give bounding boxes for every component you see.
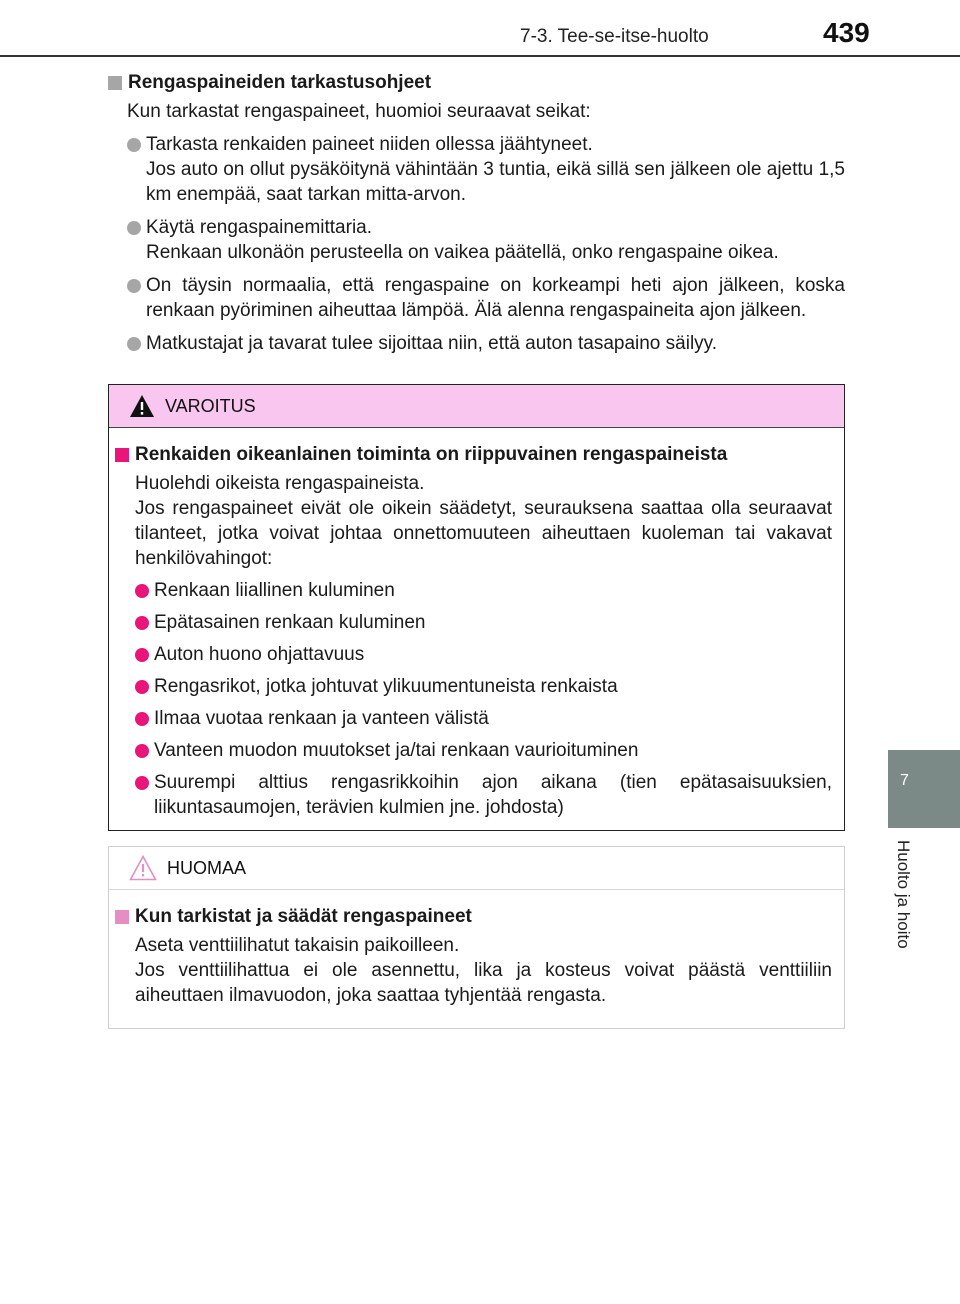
- list-item-text: Vanteen muodon muutokset ja/tai renkaan vaurioituminen: [154, 740, 639, 761]
- warning-body: [109, 428, 844, 820]
- notice-intro: [135, 933, 832, 1008]
- bullet-line: Tarkasta renkaiden paineet niiden ollessa jäähtyneet.: [146, 134, 593, 155]
- list-item: [135, 610, 832, 635]
- notice-box: [108, 846, 845, 1029]
- bullet-dot-icon: [127, 337, 141, 351]
- heading-text: Rengaspaineiden tarkastusohjeet: [128, 72, 432, 93]
- heading-square-icon: [115, 910, 129, 924]
- bullet-dot-icon: [127, 279, 141, 293]
- bullet-dot-icon: [135, 744, 149, 758]
- notice-header: [109, 847, 844, 890]
- chapter-number: 7: [900, 772, 909, 789]
- chapter-label: Huolto ja hoito: [894, 840, 913, 949]
- warning-intro: [135, 471, 832, 571]
- notice-body: [109, 890, 844, 1008]
- notice-intro-line: Jos venttiilihattua ei ole asennettu, lika ja kosteus voivat päästä venttiiliin aiheuttaen ilmavuodon, joka saattaa tyhjentää rengasta.: [135, 960, 832, 1006]
- list-item-text: Ilmaa vuotaa renkaan ja vanteen välistä: [154, 708, 489, 729]
- section-title: 7-3. Tee-se-itse-huolto: [520, 26, 709, 47]
- warning-intro-line: Jos rengaspaineet eivät ole oikein säädetyt, seurauksena saattaa olla seuraavat tilanteet, jotka voivat johtaa onnettomuuteen aiheuttaen kuoleman tai vakavat henkilövahingot:: [135, 498, 832, 569]
- notice-intro-line: Aseta venttiilihatut takaisin paikoilleen.: [135, 935, 460, 956]
- list-item-text: Auton huono ohjattavuus: [154, 644, 365, 665]
- notice-triangle-icon: [129, 855, 157, 881]
- heading-square-icon: [108, 76, 122, 90]
- list-item-text: Rengasrikot, jotka johtuvat ylikuumentuneista renkaista: [154, 676, 618, 697]
- bullet-dot-icon: [135, 712, 149, 726]
- bullet-line: Jos auto on ollut pysäköitynä vähintään 3 tuntia, eikä sillä sen jälkeen ole ajettu 1,5 km enempää, saat tarkan mitta-arvon.: [146, 159, 845, 205]
- bullet-dot-icon: [135, 648, 149, 662]
- list-item: [135, 706, 832, 731]
- list-item: [127, 273, 845, 323]
- list-item-text: Renkaan liiallinen kuluminen: [154, 580, 395, 601]
- warning-label: VAROITUS: [165, 395, 256, 416]
- bullet-dot-icon: [135, 776, 149, 790]
- list-item: [127, 132, 845, 207]
- main-content: [108, 70, 845, 356]
- header-rule: [0, 55, 960, 57]
- heading-square-icon: [115, 448, 129, 462]
- list-item-text: Suurempi alttius rengasrikkoihin ajon aikana (tien epätasaisuuksien, liikuntasaumojen, terävien kulmien jne. johdosta): [154, 772, 832, 818]
- list-item: [127, 331, 845, 356]
- intro-text: Kun tarkastat rengaspaineet, huomioi seuraavat seikat:: [127, 101, 591, 122]
- chapter-tab: [888, 750, 960, 828]
- bullet-dot-icon: [135, 680, 149, 694]
- notice-heading: [115, 904, 832, 929]
- list-item: [135, 578, 832, 603]
- warning-triangle-icon: [129, 394, 155, 418]
- warning-intro-line: Huolehdi oikeista rengaspaineista.: [135, 473, 425, 494]
- section-heading: [108, 70, 845, 95]
- notice-heading-text: Kun tarkistat ja säädät rengaspaineet: [135, 906, 472, 927]
- notice-label: HUOMAA: [167, 857, 247, 878]
- page-number: 439: [823, 17, 870, 48]
- bullet-line: Käytä rengaspainemittaria.: [146, 217, 373, 238]
- list-item: [135, 738, 832, 763]
- list-item: [135, 770, 832, 820]
- list-item: [135, 642, 832, 667]
- bullet-dot-icon: [127, 138, 141, 152]
- bullet-line: Matkustajat ja tavarat tulee sijoittaa niin, että auton tasapaino säilyy.: [146, 333, 718, 354]
- warning-heading: [115, 442, 832, 467]
- list-item: [127, 215, 845, 265]
- bullet-dot-icon: [135, 616, 149, 630]
- list-item: [135, 674, 832, 699]
- bullet-dot-icon: [135, 584, 149, 598]
- list-item-text: Epätasainen renkaan kuluminen: [154, 612, 426, 633]
- warning-heading-text: Renkaiden oikeanlainen toiminta on riippuvainen rengaspaineista: [135, 444, 728, 465]
- bullet-line: Renkaan ulkonäön perusteella on vaikea päätellä, onko rengaspaine oikea.: [146, 242, 779, 263]
- bullet-line: On täysin normaalia, että rengaspaine on korkeampi heti ajon jälkeen, koska renkaan pyöriminen aiheuttaa lämpöä. Älä alenna rengaspaineita ajon jälkeen.: [146, 275, 845, 321]
- warning-header: [109, 385, 844, 428]
- warning-box: [108, 384, 845, 831]
- bullet-dot-icon: [127, 221, 141, 235]
